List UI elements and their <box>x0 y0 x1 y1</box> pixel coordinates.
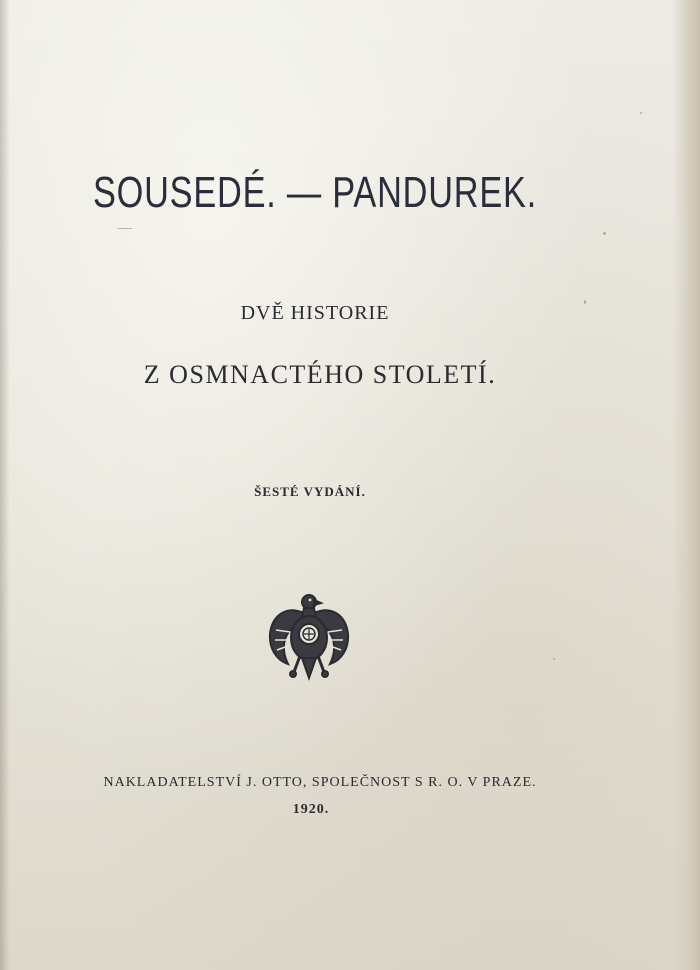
book-title: SOUSEDÉ. — PANDUREK. <box>92 168 538 217</box>
publisher-line: NAKLADATELSTVÍ J. OTTO, SPOLEČNOST S R. O. V PRAZE. <box>103 775 537 790</box>
eagle-emblem-icon <box>266 586 352 682</box>
paper-speck <box>118 228 132 229</box>
paper-speck <box>603 232 606 235</box>
edition-note: ŠESTÉ VYDÁNÍ. <box>254 484 366 499</box>
paper-speck <box>640 112 642 114</box>
paper-speck <box>584 300 586 304</box>
paper-speck <box>553 658 555 660</box>
book-subtitle: DVĚ HISTORIE <box>240 302 390 324</box>
publication-year: 1920. <box>292 802 330 817</box>
book-subtitle-line-2: Z OSMNACTÉHO STOLETÍ. <box>143 360 497 389</box>
